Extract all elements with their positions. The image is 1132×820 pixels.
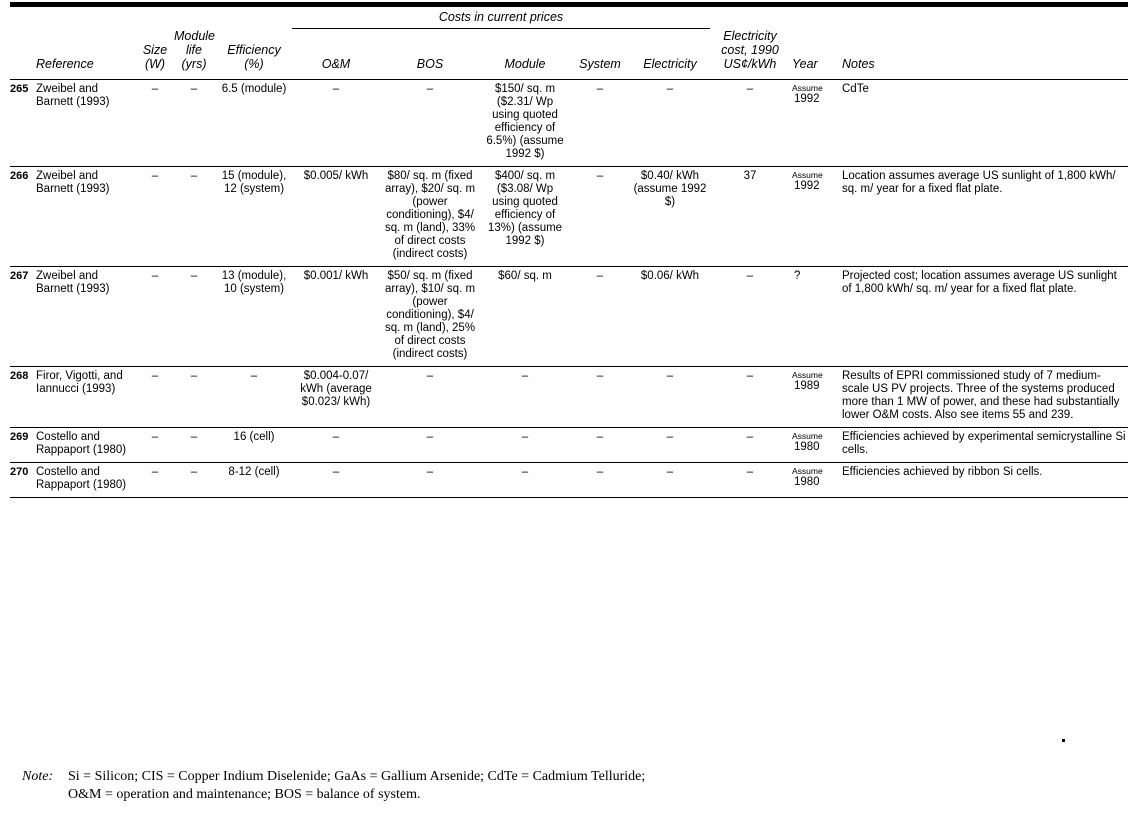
efficiency-cell: 13 (module), 10 (system)	[221, 269, 287, 295]
module-cell: $400/ sq. m ($3.08/ Wp using quoted efficiency of 13%) (assume 1992 $)	[487, 169, 563, 247]
year-value: 1980	[794, 475, 820, 488]
year-value: 1980	[794, 440, 820, 453]
col-om: O&M	[321, 56, 351, 71]
size-cell: –	[151, 465, 159, 478]
row-number: 268	[10, 369, 29, 382]
notes-cell: Efficiencies achieved by ribbon Si cells.	[842, 465, 1043, 478]
module-cell: –	[521, 430, 529, 443]
system-cell: –	[596, 82, 604, 95]
year-cell	[790, 462, 840, 497]
life-cell: –	[190, 430, 198, 443]
col-electricity-cost: Electricity cost, 1990 US¢/kWh	[721, 28, 779, 71]
note-text-1: Si = Silicon; CIS = Copper Indium Diselenide; GaAs = Gallium Arsenide; CdTe = Cadmium Telluride;	[68, 769, 646, 784]
om-cell: $0.001/ kWh	[303, 269, 369, 282]
col-size: Size (W)	[142, 42, 168, 71]
note-text-2: O&M = operation and maintenance; BOS = balance of system.	[68, 787, 421, 802]
reference-cell: Zweibel and Barnett (1993)	[36, 269, 110, 295]
note-line-1	[22, 768, 645, 786]
system-cell: –	[596, 465, 604, 478]
row-number: 267	[10, 269, 29, 282]
cost-table	[10, 10, 1128, 498]
table-row	[10, 266, 1128, 366]
system-cell: –	[596, 430, 604, 443]
col-module: Module	[504, 56, 546, 71]
notes-cell: Results of EPRI commissioned study of 7 medium-scale US PV projects. Three of the systems produced more than 1 MW of power, and these had substantially lower O&M costs. Also see items 55 and 239.	[842, 369, 1120, 421]
om-cell: $0.004-0.07/ kWh (average $0.023/ kWh)	[300, 369, 372, 408]
system-cell: –	[596, 169, 604, 182]
top-rule	[10, 2, 1128, 7]
year-cell	[790, 166, 840, 266]
module-cell: –	[521, 465, 529, 478]
electricity-cell: –	[666, 82, 674, 95]
table-row	[10, 166, 1128, 266]
year-cell	[790, 366, 840, 427]
bos-cell: –	[426, 465, 434, 478]
electricity-cell: –	[666, 430, 674, 443]
reference-cell: Firor, Vigotti, and Iannucci (1993)	[36, 369, 123, 395]
om-cell: –	[332, 82, 340, 95]
year-value: 1989	[794, 379, 820, 392]
om-cell: $0.005/ kWh	[303, 169, 369, 182]
year-assume-label: Assume	[792, 430, 823, 441]
col-module-life: Module life (yrs)	[174, 28, 215, 71]
table-row	[10, 366, 1128, 427]
efficiency-cell: 8-12 (cell)	[228, 465, 280, 478]
efficiency-cell: 16 (cell)	[233, 430, 275, 443]
reference-cell: Zweibel and Barnett (1993)	[36, 169, 110, 195]
efficiency-cell: 15 (module), 12 (system)	[221, 169, 287, 195]
year-assume-label: Assume	[792, 369, 823, 380]
system-cell: –	[596, 369, 604, 382]
electricity-cost-cell: –	[746, 269, 754, 282]
bos-cell: –	[426, 369, 434, 382]
table-note	[22, 768, 645, 804]
life-cell: –	[190, 169, 198, 182]
size-cell: –	[151, 269, 159, 282]
module-cell: $60/ sq. m	[498, 269, 552, 282]
year-value: 1992	[794, 92, 820, 105]
size-cell: –	[151, 430, 159, 443]
size-cell: –	[151, 169, 159, 182]
col-notes: Notes	[842, 56, 875, 71]
efficiency-cell: 6.5 (module)	[221, 82, 287, 95]
costs-group-header: Costs in current prices	[292, 10, 710, 29]
year-cell	[790, 79, 840, 166]
module-cell: –	[521, 369, 529, 382]
row-number: 265	[10, 82, 29, 95]
table-body	[10, 79, 1128, 497]
reference-cell: Costello and Rappaport (1980)	[36, 465, 127, 491]
electricity-cell: $0.40/ kWh (assume 1992 $)	[633, 169, 707, 208]
notes-cell: Efficiencies achieved by experimental semicrystalline Si cells.	[842, 430, 1126, 456]
reference-cell: Zweibel and Barnett (1993)	[36, 82, 110, 108]
electricity-cost-cell: 37	[743, 169, 757, 182]
table-header	[10, 10, 1128, 79]
note-label: Note:	[22, 769, 54, 784]
life-cell: –	[190, 82, 198, 95]
year-assume-label: Assume	[792, 169, 823, 180]
electricity-cost-cell: –	[746, 465, 754, 478]
year-assume-label: Assume	[792, 82, 823, 93]
size-cell: –	[151, 369, 159, 382]
life-cell: –	[190, 269, 198, 282]
row-number: 269	[10, 430, 29, 443]
table-row	[10, 427, 1128, 462]
om-cell: –	[332, 465, 340, 478]
electricity-cost-cell: –	[746, 82, 754, 95]
notes-cell: Location assumes average US sunlight of 1,800 kWh/ sq. m/ year for a fixed flat plate.	[842, 169, 1116, 195]
module-cell: $150/ sq. m ($2.31/ Wp using quoted efficiency of 6.5%) (assume 1992 $)	[486, 82, 564, 160]
notes-cell: Projected cost; location assumes average US sunlight of 1,800 kWh/ sq. m/ year for a fixed flat plate.	[842, 269, 1117, 295]
bos-cell: $50/ sq. m (fixed array), $10/ sq. m (power conditioning), $4/ sq. m (land), 25% of direct costs (indirect costs)	[384, 269, 476, 360]
bos-cell: –	[426, 430, 434, 443]
electricity-cost-cell: –	[746, 369, 754, 382]
col-bos: BOS	[416, 56, 444, 71]
efficiency-cell: –	[250, 369, 258, 382]
year-cell	[790, 427, 840, 462]
notes-cell: CdTe	[842, 82, 869, 95]
row-number: 266	[10, 169, 29, 182]
reference-cell: Costello and Rappaport (1980)	[36, 430, 127, 456]
year-value: ?	[794, 269, 801, 282]
year-assume-label: Assume	[792, 465, 823, 476]
electricity-cell: $0.06/ kWh	[640, 269, 700, 282]
table-row	[10, 79, 1128, 166]
year-cell	[790, 266, 840, 366]
col-efficiency: Efficiency (%)	[227, 42, 281, 71]
col-electricity: Electricity	[643, 56, 697, 71]
col-year: Year	[792, 56, 818, 71]
electricity-cost-cell: –	[746, 430, 754, 443]
year-value: 1992	[794, 179, 820, 192]
system-cell: –	[596, 269, 604, 282]
print-speck	[1062, 739, 1065, 742]
col-system: System	[579, 56, 621, 71]
life-cell: –	[190, 465, 198, 478]
col-reference: Reference	[36, 56, 94, 71]
electricity-cell: –	[666, 369, 674, 382]
electricity-cell: –	[666, 465, 674, 478]
bos-cell: $80/ sq. m (fixed array), $20/ sq. m (power conditioning), $4/ sq. m (land), 33% of direct costs (indirect costs)	[384, 169, 476, 260]
row-number: 270	[10, 465, 29, 478]
size-cell: –	[151, 82, 159, 95]
om-cell: –	[332, 430, 340, 443]
life-cell: –	[190, 369, 198, 382]
bos-cell: –	[426, 82, 434, 95]
table-row	[10, 462, 1128, 497]
